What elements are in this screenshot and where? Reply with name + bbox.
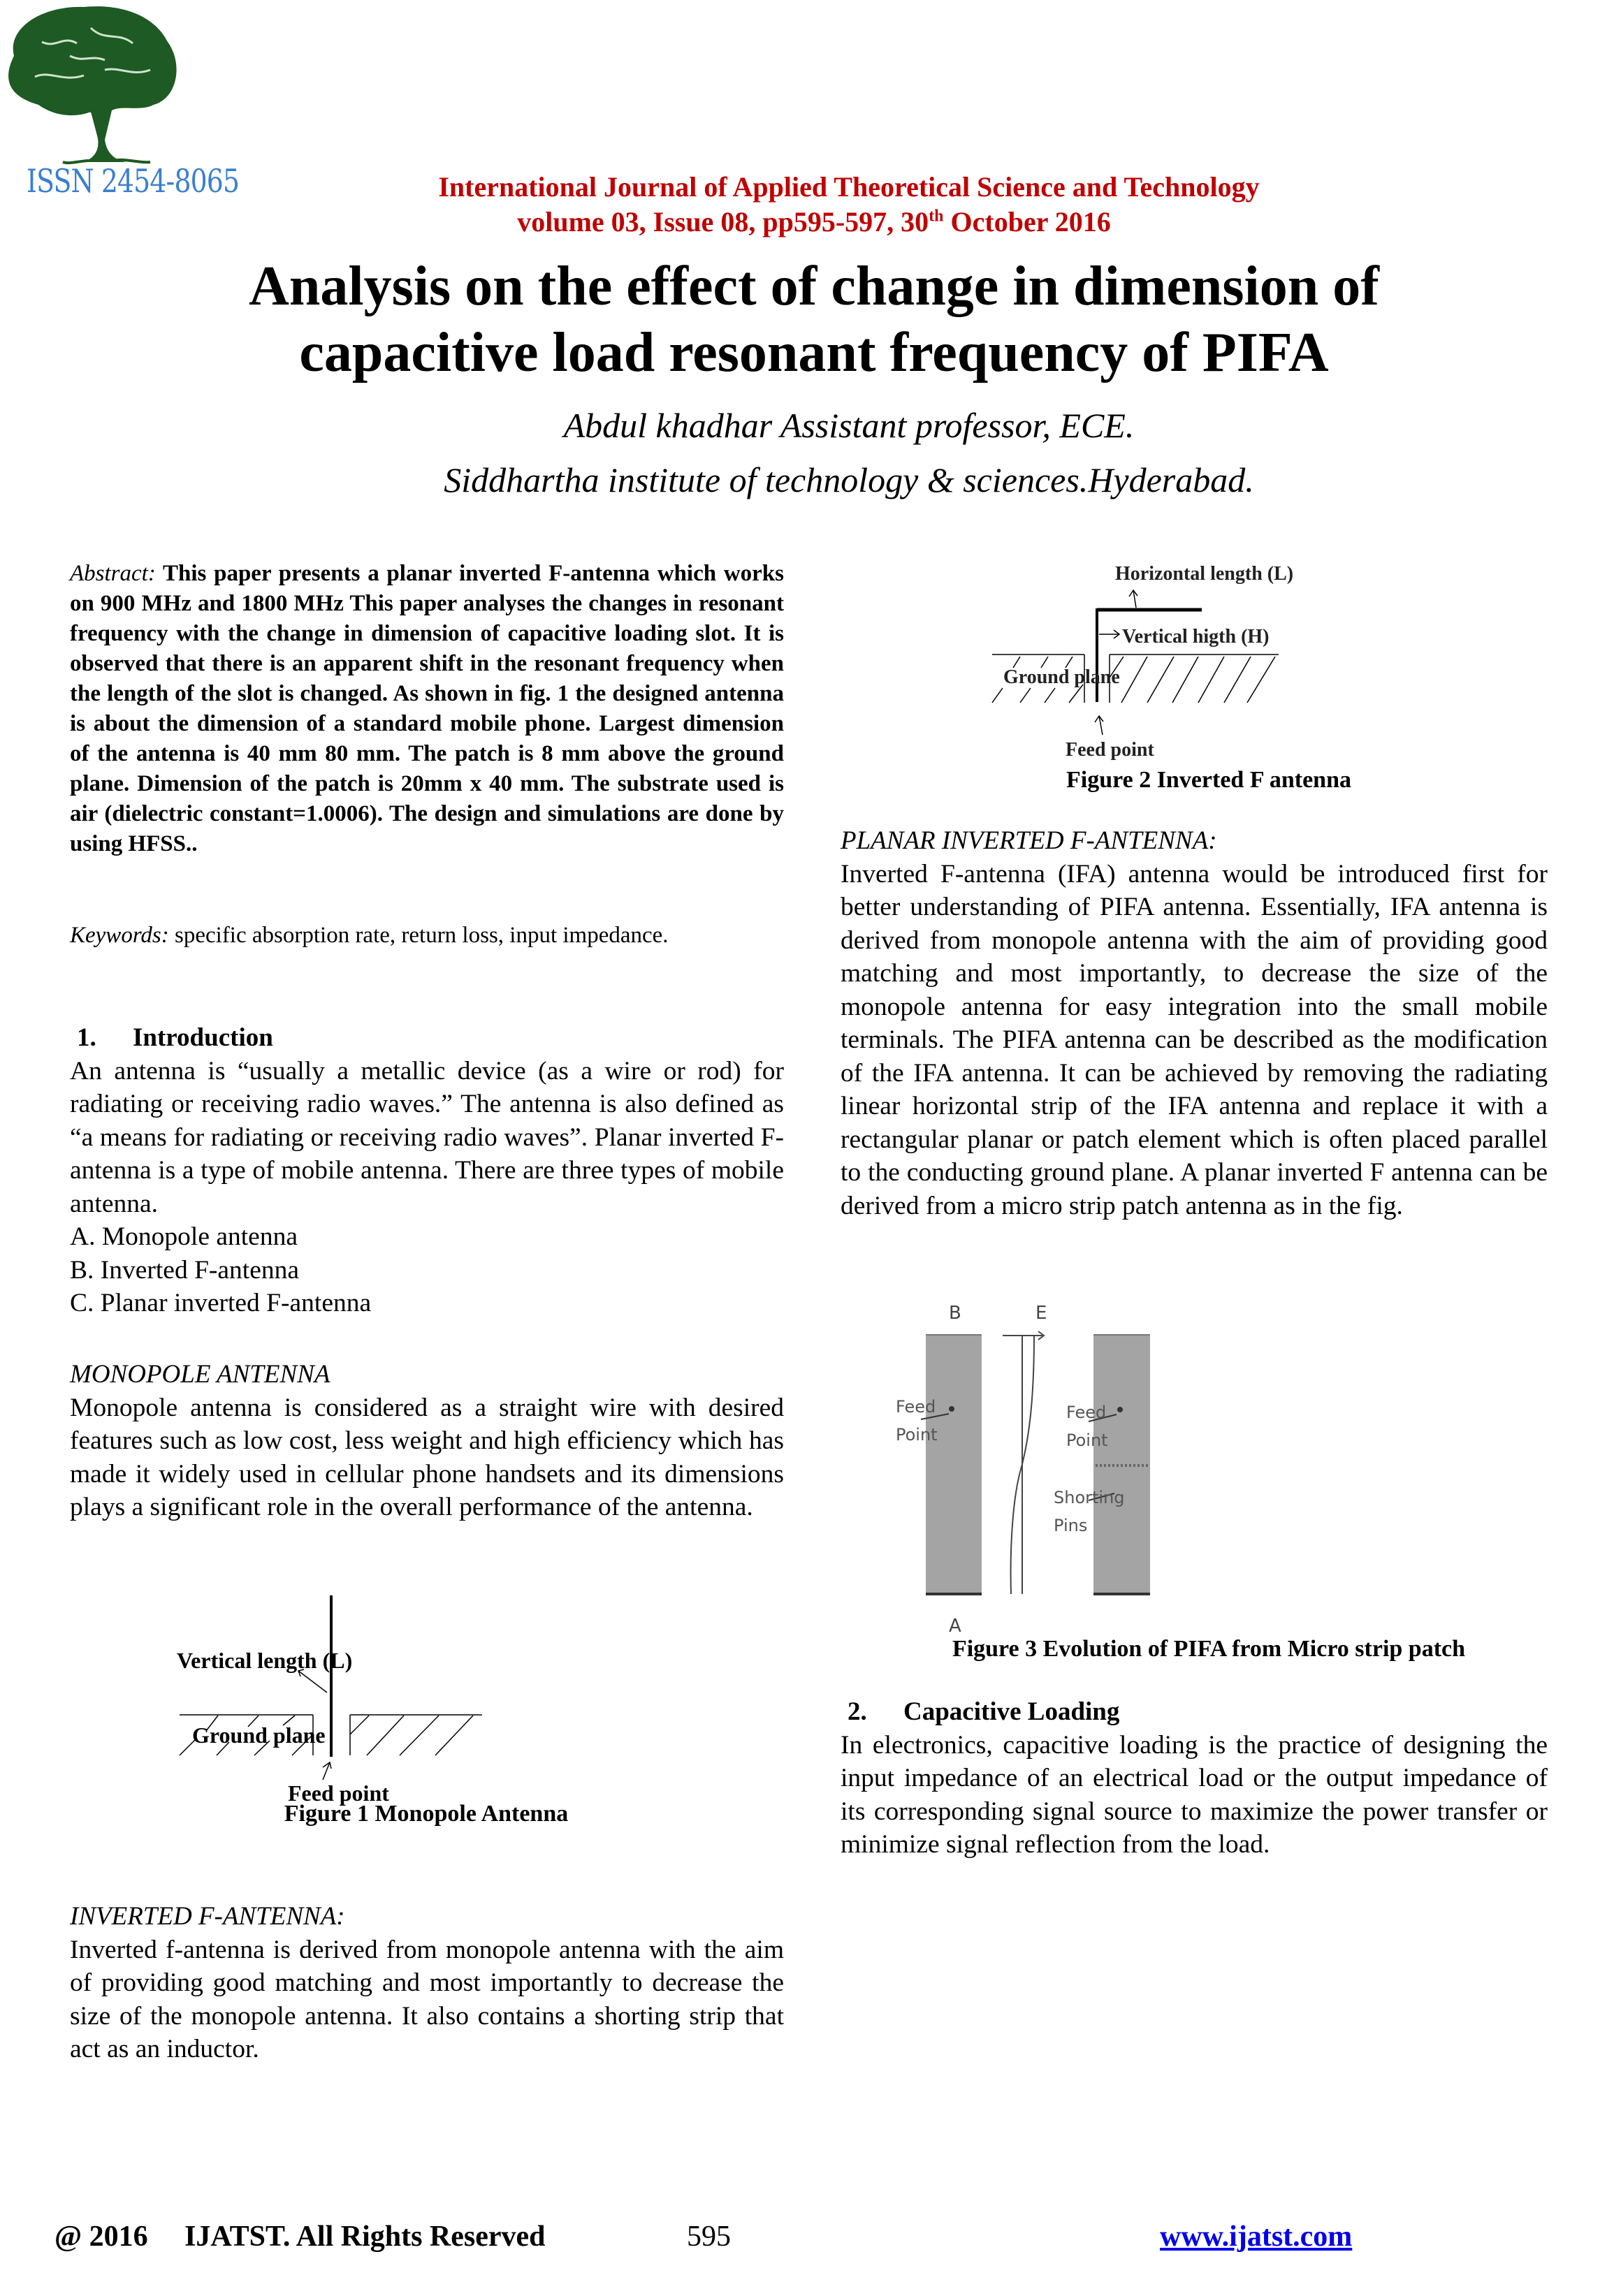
feed-point-label: Feed point (1066, 739, 1154, 761)
feed-label: Feed (1066, 1403, 1107, 1422)
figure-1-monopole-diagram (140, 1593, 629, 1816)
section-introduction (70, 1021, 784, 1320)
ground-plane-right (1110, 655, 1279, 703)
abstract-text: This paper presents a planar inverted F-antenna which works on 900 MHz and 1800 MHz This paper analyses the changes in resonant frequency with the change in dimension of capacitive loading slot. It is observed that there is an apparent shift in the resonant frequency when the length of the slot is changed. As shown in fig. 1 the designed antenna is about the dimension of a standard mobile phone. Largest dimension of the antenna is 40 mm 80 mm. The patch is 8 mm above the ground plane. Dimension of the patch is 20mm x 40 mm. The substrate used is air (dielectric constant=1.0006). The design and simulations are done by using HFSS.. (70, 561, 784, 856)
section-title: Introduction (133, 1023, 273, 1052)
footer-copyright: @ 2016 IJATST. All Rights Reserved (54, 2221, 546, 2253)
e-field-diagram (1003, 1331, 1044, 1594)
keywords (70, 921, 784, 951)
point-label: Point (896, 1425, 938, 1445)
ground-plane-label: Ground plane (1003, 666, 1120, 688)
issue-suffix: October 2016 (943, 206, 1111, 237)
paper-title-line-2: capacitive load resonant frequency of PIFA (299, 322, 1329, 383)
keywords-label: Keywords: (70, 923, 169, 948)
arrow-icon (1095, 590, 1137, 735)
journal-website-link[interactable]: www.ijatst.com (1160, 2221, 1353, 2253)
journal-issue (0, 205, 1614, 238)
subsection-heading: PLANAR INVERTED F-ANTENNA: (841, 826, 1217, 855)
pifa-paragraph: Inverted F-antenna (IFA) antenna would be introduced first for better understanding of PIFA antenna. Essentially, IFA antenna is derived from monopole antenna with the aim of providing good matching and most importantly, to decrease the size of the monopole antenna for easy integration into the small mobile terminals. The PIFA antenna can be described as the modification of the IFA antenna. It can be achieved by removing the radiating linear horizontal strip of the IFA antenna and replace it with a rectangular planar or patch element which is often placed parallel to the conducting ground plane. A planar inverted F antenna can be derived from a micro strip patch antenna as in the fig. (841, 859, 1548, 1220)
capacitive-paragraph: In electronics, capacitive loading is the practice of designing the input impedance of an electrical load or the output impedance of its corresponding signal source to maximize the power transfer or minimize signal reflection from the load. (841, 1730, 1548, 1859)
keywords-text: specific absorption rate, return loss, input impedance. (168, 923, 669, 948)
paper-title-line-1: Analysis on the effect of change in dimension of (249, 256, 1379, 317)
subsection-heading: INVERTED F-ANTENNA: (70, 1902, 345, 1931)
list-item: A. Monopole antenna (70, 1222, 298, 1251)
section-number: 2. (848, 1697, 867, 1726)
vertical-height-label: Vertical higth (H) (1122, 626, 1270, 648)
section-heading (70, 1021, 784, 1055)
tree-brain-icon (0, 0, 210, 168)
ground-plane-label: Ground plane (192, 1723, 326, 1748)
page-number: 595 (687, 2221, 731, 2253)
feed-label: Feed (896, 1397, 936, 1417)
issn-label: ISSN 2454-8065 (27, 162, 240, 200)
issue-prefix: volume 03, Issue 08, pp595-597, 30 (517, 206, 929, 237)
author-name: Abdul khadhar Assistant professor, ECE. (563, 406, 1135, 445)
figure-2-ifa-diagram (964, 538, 1453, 768)
label-b: B (949, 1303, 961, 1324)
section-heading (841, 1695, 1548, 1729)
abstract-label: Abstract: (70, 561, 156, 586)
figure-1-caption: Figure 1 Monopole Antenna (284, 1801, 569, 1827)
list-item: B. Inverted F-antenna (70, 1255, 300, 1285)
figure-3-caption: Figure 3 Evolution of PIFA from Micro strip patch (952, 1636, 1466, 1662)
section-pifa (841, 824, 1548, 1222)
issue-sup: th (929, 207, 944, 226)
vertical-length-label: Vertical length (L) (177, 1648, 353, 1673)
ifa-paragraph: Inverted f-antenna is derived from monopole antenna with the aim of providing good matching and most importantly to decrease the size of the monopole antenna. It also contains a shorting strip that act as an inductor. (70, 1935, 784, 2063)
pins-label: Pins (1054, 1516, 1088, 1535)
shorting-label: Shorting (1054, 1488, 1125, 1507)
author-affiliation: Siddhartha institute of technology & sciences.Hyderabad. (444, 460, 1254, 499)
section-inverted-f (70, 1900, 784, 2066)
journal-name: International Journal of Applied Theoretical Science and Technology (438, 171, 1260, 203)
section-number: 1. (77, 1023, 96, 1052)
section-capacitive-loading (841, 1695, 1548, 1862)
point-label: Point (1066, 1431, 1108, 1450)
section-title: Capacitive Loading (903, 1697, 1120, 1726)
figure-3-pifa-evolution-diagram (859, 1278, 1509, 1635)
subsection-heading: MONOPOLE ANTENNA (70, 1360, 330, 1389)
microstrip-patch (926, 1334, 982, 1594)
antenna-type-list (70, 1220, 784, 1320)
horizontal-length-label: Horizontal length (L) (1115, 563, 1294, 585)
monopole-paragraph: Monopole antenna is considered as a straight wire with desired features such as low cost, less weight and high efficiency which has made it widely used in cellular phone handsets and its dimensions plays a significant role in the overall performance of the antenna. (70, 1393, 784, 1521)
abstract (70, 559, 784, 859)
label-e: E (1035, 1303, 1047, 1324)
figure-2-caption: Figure 2 Inverted F antenna (1066, 767, 1351, 793)
intro-paragraph: An antenna is “usually a metallic device (as a wire or rod) for radiating or receiving radio waves.” The antenna is also defined as “a means for radiating or receiving radio waves”. Planar inverted F-antenna is a type of mobile antenna. There are three types of mobile antenna. (70, 1056, 784, 1218)
feed-point-label: Feed point (288, 1781, 389, 1806)
label-a: A (949, 1616, 961, 1635)
section-monopole (70, 1358, 784, 1524)
list-item: C. Planar inverted F-antenna (70, 1289, 372, 1317)
ground-plane-right (350, 1715, 482, 1755)
